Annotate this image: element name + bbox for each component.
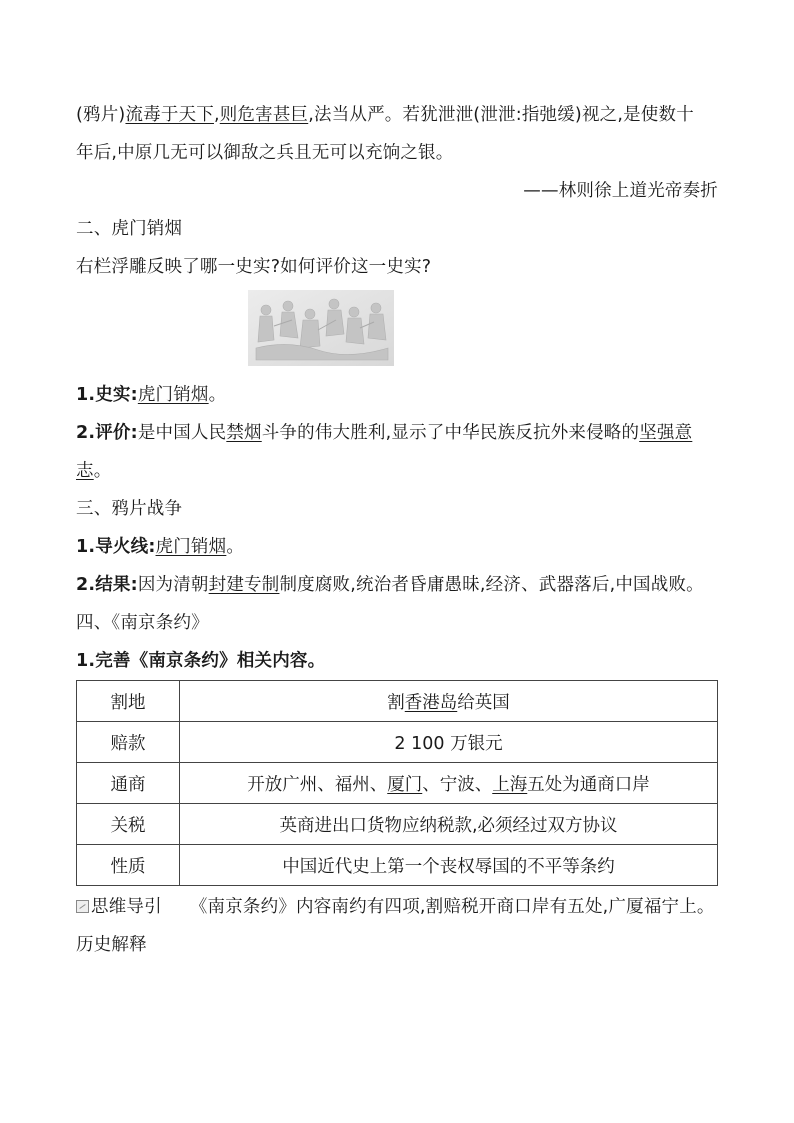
evaluation-text: 斗争的伟大胜利,显示了中华民族反抗外来侵略的 [261,423,640,443]
quote-line-2: 年后,中原几无可以御敌之兵且无可以充饷之银。 [76,143,454,163]
evaluation-answer: 志 [76,461,94,481]
quote-text: , [213,105,220,125]
tip-label: 思维导引 [91,897,162,917]
fuse-answer: 虎门销烟 [155,537,227,557]
punct: 。 [93,461,112,481]
table-row [77,804,718,845]
fact-answer: 虎门销烟 [137,385,209,405]
treaty-table [76,680,718,886]
result-label: 2.结果: [76,575,138,595]
table-key: 赔款 [77,722,180,763]
table-row [77,845,718,886]
cell-text: 五处为通商口岸 [527,774,650,795]
table-key: 关税 [77,804,180,845]
quote-source: ——林则徐上道光帝奏折 [523,181,718,201]
thinking-guide-icon [76,900,89,913]
table-key: 通商 [77,763,180,804]
cell-text: 、宁波、 [422,774,493,795]
quote-underlined: 流毒于天下 [125,105,214,125]
table-value: 英商进出口货物应纳税款,必须经过双方协议 [180,804,718,845]
fact-line [76,376,718,414]
evaluation-text: 是中国人民 [137,423,227,443]
table-value: 2 100 万银元 [180,722,718,763]
quote-underlined: 则危害甚巨 [219,105,309,125]
section-heading: 四、《南京条约》 [76,613,209,633]
section-heading: 三、鸦片战争 [76,499,183,519]
table-key: 割地 [77,681,180,722]
result-text: 制度腐败,统治者昏庸愚昧,经济、武器落后,中国战败。 [279,575,704,595]
tip-text: 《南京条约》内容南约有四项,割赔税开商口岸有五处,广厦福宁上。 [189,897,715,917]
evaluation-line-1 [76,414,718,452]
cell-answer: 厦门 [387,774,423,795]
task-text: 1.完善《南京条约》相关内容。 [76,651,326,671]
cell-text: 割 [387,692,405,713]
result-line [76,566,718,604]
fuse-line [76,528,718,566]
table-row [77,763,718,804]
evaluation-line-2 [76,452,718,490]
question-text: 右栏浮雕反映了哪一史实?如何评价这一史实? [76,257,432,277]
document-page [76,96,718,964]
tip-line [76,888,718,926]
cell-answer: 香港岛 [404,692,458,713]
cell-text: 开放广州、福州、 [247,774,388,795]
table-value [180,681,718,722]
task-line [76,642,718,680]
evaluation-answer: 禁烟 [226,423,262,443]
cell-text: 给英国 [457,692,510,713]
punct: 。 [226,537,245,557]
result-answer: 封建专制 [208,575,280,595]
quote-text: ,法当从严。若犹泄泄(泄泄:指弛缓)视之,是使数十 [308,105,694,125]
result-text: 因为清朝 [137,575,209,595]
fact-label: 1.史实: [76,385,138,405]
table-value [180,763,718,804]
punct: 。 [208,385,227,405]
table-row [77,722,718,763]
quote-line-1 [76,96,718,134]
cell-answer: 上海 [492,774,528,795]
next-heading: 历史解释 [76,935,147,955]
fuse-label: 1.导火线: [76,537,156,557]
relief-carving-image [248,290,394,366]
table-key: 性质 [77,845,180,886]
table-value: 中国近代史上第一个丧权辱国的不平等条约 [180,845,718,886]
evaluation-label: 2.评价: [76,423,138,443]
section-heading: 二、虎门销烟 [76,219,183,239]
evaluation-answer: 坚强意 [639,423,693,443]
table-row [77,681,718,722]
quote-text: (鸦片) [76,105,126,125]
